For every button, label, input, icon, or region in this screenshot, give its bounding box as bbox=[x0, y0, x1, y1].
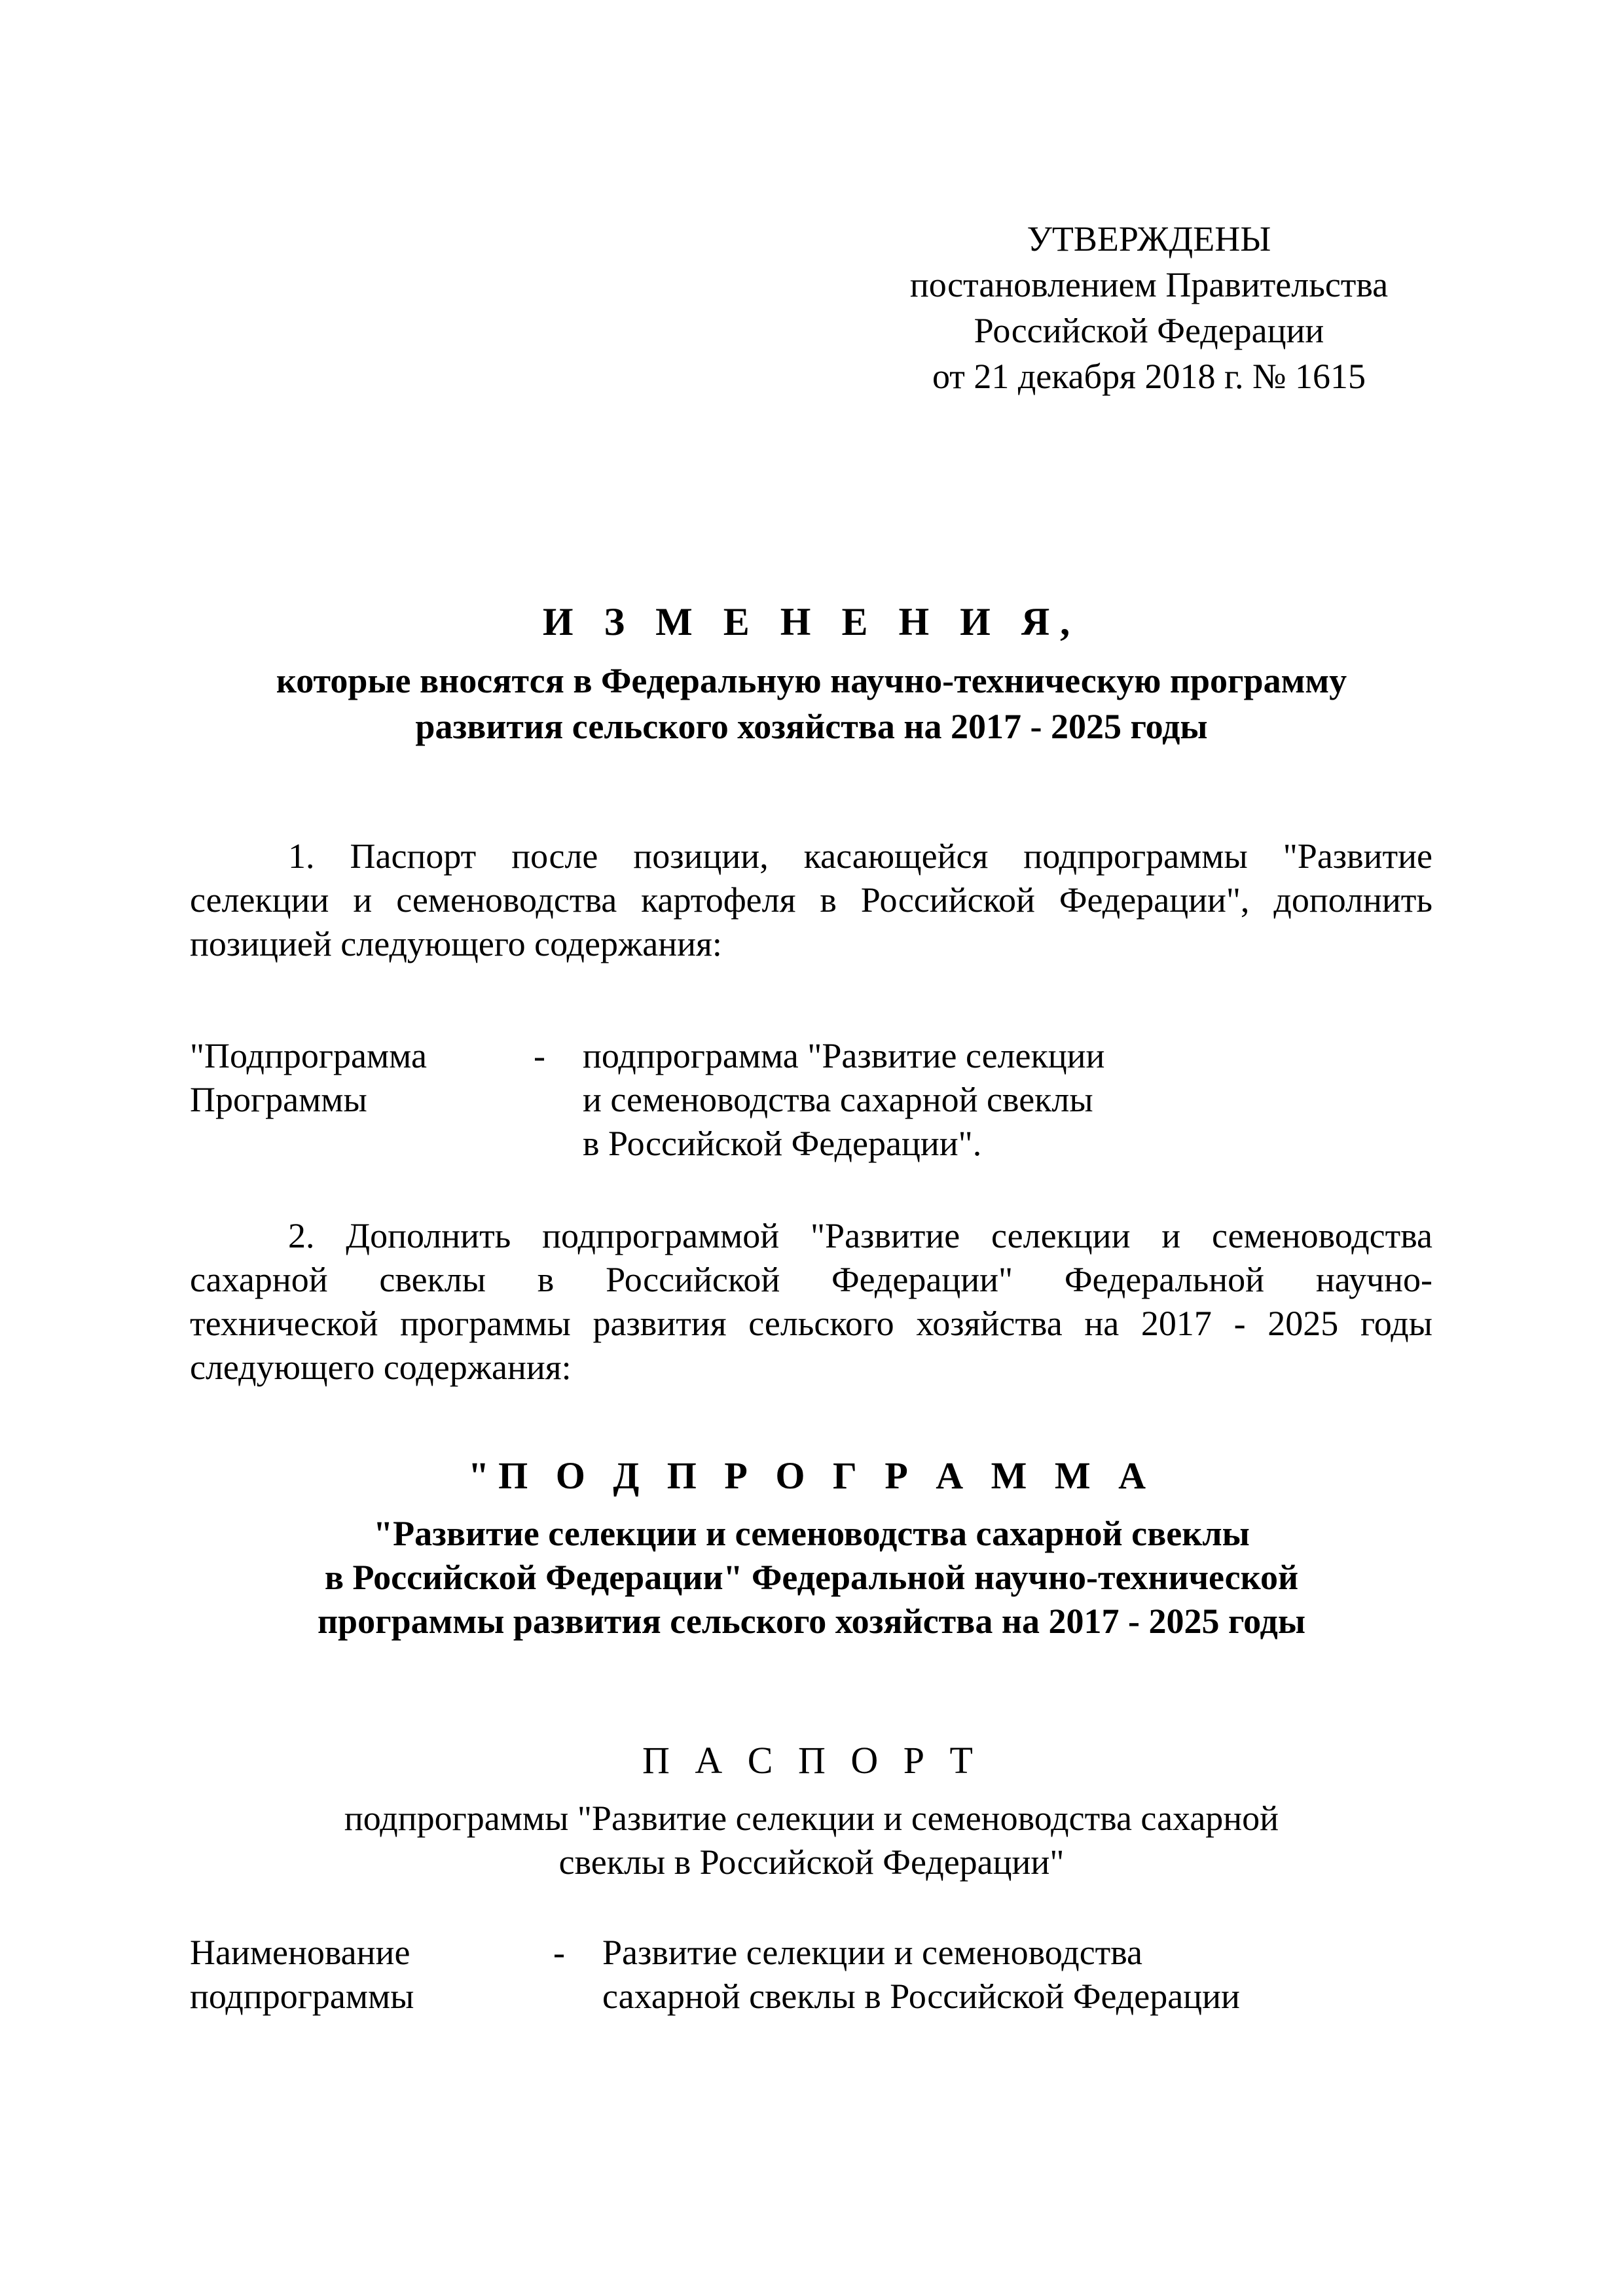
paragraph-line: позицией следующего содержания: bbox=[190, 924, 722, 963]
subprogram-subtitle bbox=[0, 1512, 1623, 1643]
value-line: и семеноводства сахарной свеклы bbox=[583, 1080, 1093, 1119]
subtitle-line: которые вносятся в Федеральную научно-техническую программу bbox=[276, 661, 1347, 700]
dash-separator: - bbox=[553, 1933, 565, 1972]
subtitle-line: свеклы в Российской Федерации" bbox=[558, 1842, 1065, 1882]
label-line: Наименование bbox=[190, 1933, 410, 1972]
document-title: И З М Е Н Е Н И Я, bbox=[542, 600, 1081, 643]
value-line: в Российской Федерации". bbox=[583, 1124, 982, 1163]
position-value bbox=[583, 1034, 1368, 1166]
position-label bbox=[190, 1034, 530, 1122]
approval-line: постановлением Правительства bbox=[909, 265, 1389, 304]
subprogram-title: "П О Д П Р О Г Р А М М А bbox=[467, 1454, 1156, 1497]
paragraph-line: селекции и семеноводства картофеля в Российской Федерации", дополнить bbox=[190, 880, 1432, 920]
subtitle-line: "Развитие селекции и семеноводства сахарной свеклы bbox=[373, 1514, 1250, 1553]
paragraph-line: 1. Паспорт после позиции, касающейся подпрограммы "Развитие bbox=[288, 836, 1432, 876]
paragraph-2 bbox=[190, 1214, 1432, 1390]
document-subtitle bbox=[0, 658, 1623, 749]
paragraph-line: технической программы развития сельского хозяйства на 2017 - 2025 годы bbox=[190, 1304, 1432, 1343]
value-line: подпрограмма "Развитие селекции bbox=[583, 1036, 1105, 1075]
passport-subtitle bbox=[0, 1797, 1623, 1884]
subtitle-line: подпрограммы "Развитие селекции и семеноводства сахарной bbox=[344, 1799, 1279, 1838]
label-line: подпрограммы bbox=[190, 1977, 414, 2016]
approval-heading: УТВЕРЖДЕНЫ bbox=[1027, 219, 1271, 259]
paragraph-line: сахарной свеклы в Российской Федерации" Федеральной научно- bbox=[190, 1260, 1432, 1299]
name-value bbox=[602, 1931, 1388, 2018]
label-line: "Подпрограмма bbox=[190, 1036, 427, 1075]
paragraph-line: следующего содержания: bbox=[190, 1348, 572, 1387]
name-label bbox=[190, 1931, 530, 2018]
approval-date-number: от 21 декабря 2018 г. № 1615 bbox=[932, 357, 1366, 396]
passport-title: П А С П О Р Т bbox=[642, 1739, 981, 1782]
label-line: Программы bbox=[190, 1080, 367, 1119]
approval-stamp-block bbox=[871, 216, 1427, 399]
subtitle-line: в Российской Федерации" Федеральной научно-технической bbox=[324, 1558, 1299, 1597]
subtitle-line: программы развития сельского хозяйства на 2017 - 2025 годы bbox=[317, 1602, 1306, 1641]
subtitle-line: развития сельского хозяйства на 2017 - 2025 годы bbox=[415, 707, 1208, 746]
paragraph-line: 2. Дополнить подпрограммой "Развитие селекции и семеноводства bbox=[288, 1216, 1432, 1255]
paragraph-1 bbox=[190, 834, 1432, 966]
approval-line: Российской Федерации bbox=[974, 311, 1324, 350]
value-line: Развитие селекции и семеноводства bbox=[602, 1933, 1143, 1972]
value-line: сахарной свеклы в Российской Федерации bbox=[602, 1977, 1240, 2016]
dash-separator: - bbox=[534, 1036, 545, 1075]
